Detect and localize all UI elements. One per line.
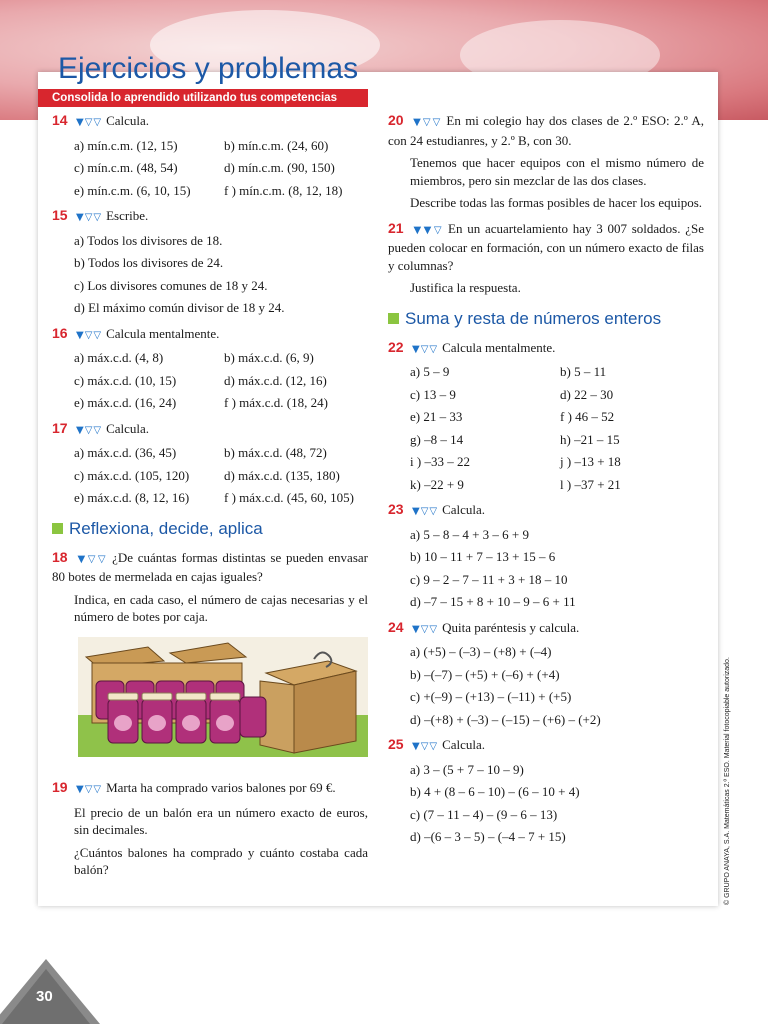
exercise-number: 21 — [388, 219, 404, 236]
exercise-item: b) máx.c.d. (48, 72) — [224, 445, 327, 460]
difficulty-icon: ▼▽▽ — [76, 553, 109, 565]
exercise-title: Calcula. — [442, 737, 486, 752]
difficulty-icon: ▼▽▽ — [76, 212, 103, 223]
exercise-item: b) máx.c.d. (6, 9) — [224, 350, 314, 365]
jam-jars-boxes-illustration — [78, 637, 368, 757]
difficulty-icon: ▼▽▽ — [76, 329, 103, 341]
difficulty-icon: ▼▽▽ — [412, 741, 439, 752]
exercise-item: l ) –37 + 21 — [560, 476, 621, 492]
exercise-title: Calcula. — [106, 420, 150, 436]
section-heading — [388, 309, 704, 329]
exercise-item: h) –21 – 15 — [560, 431, 620, 447]
exercise-text: Describe todas las formas posibles de hacer los equipos. — [410, 195, 703, 210]
exercise-16 — [52, 325, 368, 412]
exercise-number: 18 — [52, 548, 68, 565]
exercise-item: d) 22 – 30 — [560, 386, 614, 402]
exercise-item: f ) máx.c.d. (45, 60, 105) — [224, 490, 354, 505]
exercise-number: 17 — [52, 419, 68, 436]
section-heading — [52, 519, 368, 539]
exercise-text: ¿De cuántas formas distintas se pueden envasar 80 botes de mermelada en cajas iguales? — [52, 549, 368, 584]
exercise-item: d) máx.c.d. (12, 16) — [224, 372, 327, 388]
exercise-item: a) mín.c.m. (12, 15) — [74, 137, 178, 153]
square-bullet-icon — [52, 523, 63, 534]
exercise-23 — [388, 501, 704, 611]
exercise-item: f ) máx.c.d. (18, 24) — [224, 395, 328, 410]
exercise-number: 20 — [388, 112, 404, 128]
page-title: Ejercicios y problemas — [58, 52, 359, 85]
exercise-item: d) El máximo común divisor de 18 y 24. — [74, 300, 285, 315]
exercise-text: El precio de un balón era un número exacto de euros, sin decimales. — [74, 804, 368, 837]
exercise-item: a) 5 – 8 – 4 + 3 – 6 + 9 — [410, 526, 530, 542]
exercise-17 — [52, 420, 368, 507]
right-column — [388, 112, 704, 854]
exercise-item: a) Todos los divisores de 18. — [74, 232, 223, 248]
exercise-21 — [388, 220, 704, 297]
exercise-item: c) 9 – 2 – 7 – 11 + 3 + 18 – 10 — [410, 571, 568, 587]
exercise-title: Calcula mentalmente. — [442, 339, 556, 355]
exercise-item: i ) –33 – 22 — [410, 454, 470, 469]
exercise-20 — [388, 112, 704, 212]
exercise-15 — [52, 207, 368, 317]
exercise-number: 19 — [52, 779, 68, 795]
exercise-item: c) 13 – 9 — [410, 386, 456, 402]
exercise-item: c) máx.c.d. (10, 15) — [74, 372, 177, 388]
exercise-item: a) 5 – 9 — [410, 364, 450, 379]
exercise-item: a) (+5) – (–3) – (+8) + (–4) — [410, 644, 552, 659]
exercise-item: c) (7 – 11 – 4) – (9 – 6 – 13) — [410, 806, 558, 822]
exercise-22 — [388, 339, 704, 494]
exercise-text: Justifica la respuesta. — [410, 280, 521, 295]
exercise-item: b) mín.c.m. (24, 60) — [224, 137, 329, 153]
exercise-item: b) –(–7) – (+5) + (–6) + (+4) — [410, 666, 560, 682]
difficulty-icon: ▼▽▽ — [76, 784, 103, 795]
exercise-item: f ) 46 – 52 — [560, 409, 615, 424]
exercise-text: Marta ha comprado varios balones por 69 €. — [106, 780, 336, 795]
exercise-item: e) máx.c.d. (16, 24) — [74, 395, 177, 410]
exercise-item: c) máx.c.d. (105, 120) — [74, 467, 190, 483]
exercise-item: a) máx.c.d. (4, 8) — [74, 350, 164, 365]
exercise-item: d) máx.c.d. (135, 180) — [224, 467, 340, 483]
section-heading-text: Suma y resta de números enteros — [405, 308, 662, 328]
left-column — [52, 112, 368, 887]
difficulty-icon: ▼▽▽ — [76, 424, 103, 436]
exercise-text: ¿Cuántos balones ha comprado y cuánto costaba cada balón? — [74, 844, 368, 877]
exercise-item: k) –22 + 9 — [410, 476, 464, 492]
exercise-item: e) 21 – 33 — [410, 409, 463, 424]
difficulty-icon: ▼▽▽ — [412, 117, 443, 128]
exercise-item: d) –7 – 15 + 8 + 10 – 9 – 6 + 11 — [410, 594, 576, 609]
exercise-title: Quita paréntesis y calcula. — [442, 619, 580, 635]
exercise-text: Tenemos que hacer equipos con el mismo número de miembros, pero sin mezclar de las dos clases. — [410, 155, 704, 188]
exercise-title: Calcula mentalmente. — [106, 325, 220, 341]
exercise-14 — [52, 112, 368, 199]
exercise-number: 16 — [52, 324, 68, 341]
difficulty-icon: ▼▽▽ — [76, 117, 103, 128]
square-bullet-icon — [388, 313, 399, 324]
exercise-item: d) mín.c.m. (90, 150) — [224, 160, 335, 175]
exercise-item: g) –8 – 14 — [410, 431, 464, 447]
exercise-19 — [52, 779, 368, 879]
difficulty-icon: ▼▽▽ — [412, 343, 439, 355]
difficulty-icon: ▼▽▽ — [412, 623, 439, 635]
exercise-number: 24 — [388, 618, 404, 635]
exercise-item: b) 4 + (8 – 6 – 10) – (6 – 10 + 4) — [410, 784, 580, 799]
difficulty-icon: ▼▽▽ — [412, 506, 439, 517]
exercise-item: d) –(6 – 3 – 5) – (–4 – 7 + 15) — [410, 829, 566, 844]
exercise-text: En un acuartelamiento hay 3 007 soldados. ¿Se pueden colocar en formación, con un número exacto de filas y columnas? — [388, 220, 704, 273]
exercise-item: b) 10 – 11 + 7 – 13 + 15 – 6 — [410, 549, 556, 564]
exercise-number: 14 — [52, 112, 68, 128]
exercise-item: a) 3 – (5 + 7 – 10 – 9) — [410, 761, 524, 777]
exercise-item: f ) mín.c.m. (8, 12, 18) — [224, 182, 343, 198]
exercise-item: c) +(–9) – (+13) – (–11) + (+5) — [410, 689, 572, 704]
exercise-18 — [52, 549, 368, 772]
exercise-item: c) mín.c.m. (48, 54) — [74, 160, 178, 175]
exercise-title: Escribe. — [106, 208, 149, 223]
copyright-note: © GRUPO ANAYA, S.A. Matemáticas 2.º ESO. Material fotocopiable autorizado. — [724, 657, 731, 905]
exercise-number: 22 — [388, 338, 404, 355]
exercise-item: b) Todos los divisores de 24. — [74, 255, 224, 270]
exercise-text: En mi colegio hay dos clases de 2.º ESO: 2.º A, con 24 estudianres, y 2.º B, con 30. — [388, 113, 704, 148]
exercise-item: a) máx.c.d. (36, 45) — [74, 445, 177, 460]
exercise-24 — [388, 619, 704, 729]
exercise-item: d) –(+8) + (–3) – (–15) – (+6) – (+2) — [410, 711, 601, 727]
exercise-title: Calcula. — [106, 113, 150, 128]
exercise-item: b) 5 – 11 — [560, 364, 607, 379]
section-heading-text: Reflexiona, decide, aplica — [69, 518, 263, 538]
exercise-text: Indica, en cada caso, el número de cajas necesarias y el número de botes por caja. — [74, 591, 368, 624]
exercise-25 — [388, 736, 704, 846]
difficulty-icon: ▼▼▽ — [412, 224, 445, 236]
exercise-number: 15 — [52, 207, 68, 223]
exercise-item: e) mín.c.m. (6, 10, 15) — [74, 182, 191, 198]
exercise-item: j ) –13 + 18 — [560, 454, 621, 469]
exercise-item: c) Los divisores comunes de 18 y 24. — [74, 277, 268, 293]
exercise-number: 25 — [388, 736, 404, 752]
page-subtitle: Consolida lo aprendido utilizando tus competencias — [38, 89, 368, 107]
exercise-title: Calcula. — [442, 502, 486, 517]
page-number: 30 — [36, 988, 53, 1005]
exercise-item: e) máx.c.d. (8, 12, 16) — [74, 490, 190, 505]
exercise-number: 23 — [388, 501, 404, 517]
